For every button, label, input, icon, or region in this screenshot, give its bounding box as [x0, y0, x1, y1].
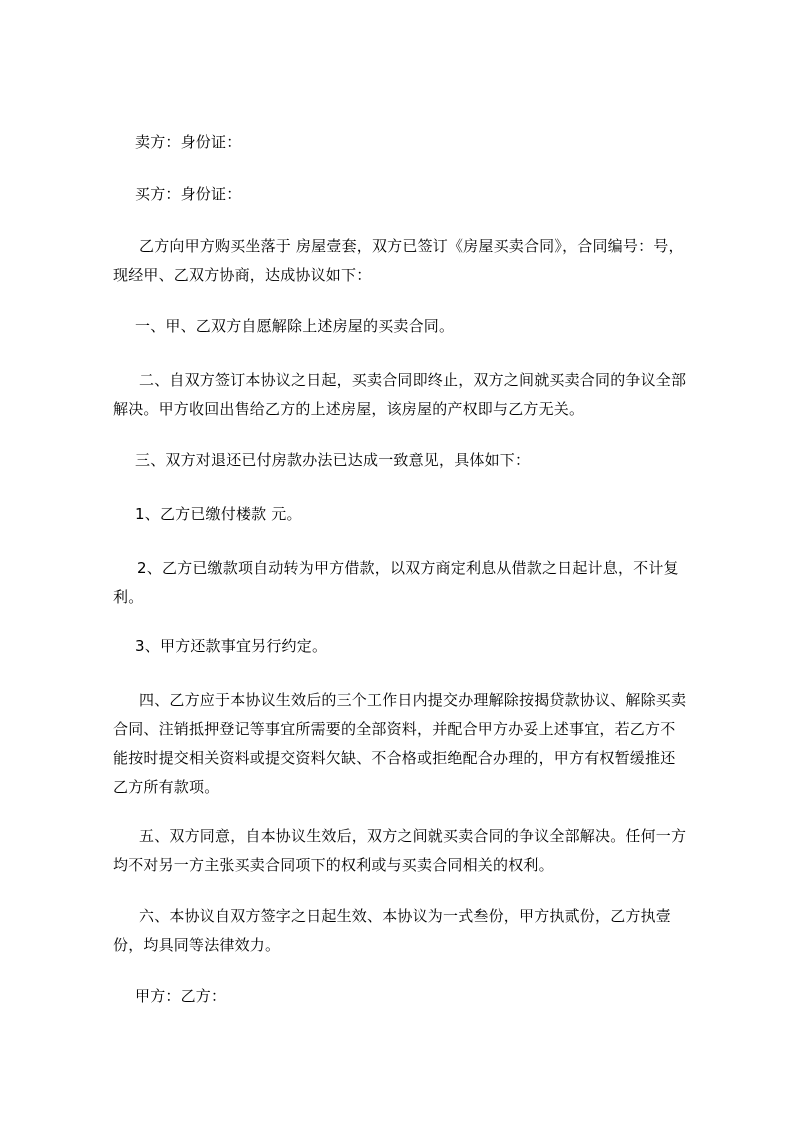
- buyer-id-line: 买方：身份证：: [135, 185, 242, 203]
- signature-line: 甲方：乙方：: [135, 987, 227, 1005]
- clause-5: 五、双方同意，自本协议生效后，双方之间就买卖合同的争议全部解决。任何一方均不对另一方主张买卖合同项下的权利或与买卖合同相关的权利。: [113, 827, 687, 874]
- clause-3-item-3: 3、甲方还款事宜另行约定。: [135, 637, 328, 655]
- agreement-intro: 乙方向甲方购买坐落于 房屋壹套，双方已签订《房屋买卖合同》，合同编号：号，现经甲、乙双方协商，达成协议如下：: [113, 237, 684, 284]
- clause-4: 四、乙方应于本协议生效后的三个工作日内提交办理解除按揭贷款协议、解除买卖合同、注销抵押登记等事宜所需要的全部资料，并配合甲方办妥上述事宜，若乙方不能按时提交相关资料或提交资料欠缺、不合格或拒绝配合办理的，甲方有权暂缓推还乙方所有款项。: [113, 691, 687, 796]
- clause-6: 六、本协议自双方签字之日起生效、本协议为一式叁份，甲方执贰份，乙方执壹份，均具同等法律效力。: [113, 907, 672, 954]
- clause-1: 一、甲、乙双方自愿解除上述房屋的买卖合同。: [135, 317, 455, 335]
- seller-id-line: 卖方：身份证：: [135, 133, 242, 151]
- clause-3-item-2: 2、乙方已缴款项自动转为甲方借款，以双方商定利息从借款之日起计息，不计复利。: [113, 559, 679, 606]
- clause-2: 二、自双方签订本协议之日起，买卖合同即终止，双方之间就买卖合同的争议全部解决。甲方收回出售给乙方的上述房屋，该房屋的产权即与乙方无关。: [113, 371, 687, 418]
- clause-3-item-1: 1、乙方已缴付楼款 元。: [135, 505, 302, 523]
- clause-3: 三、双方对退还已付房款办法已达成一致意见，具体如下：: [135, 451, 531, 469]
